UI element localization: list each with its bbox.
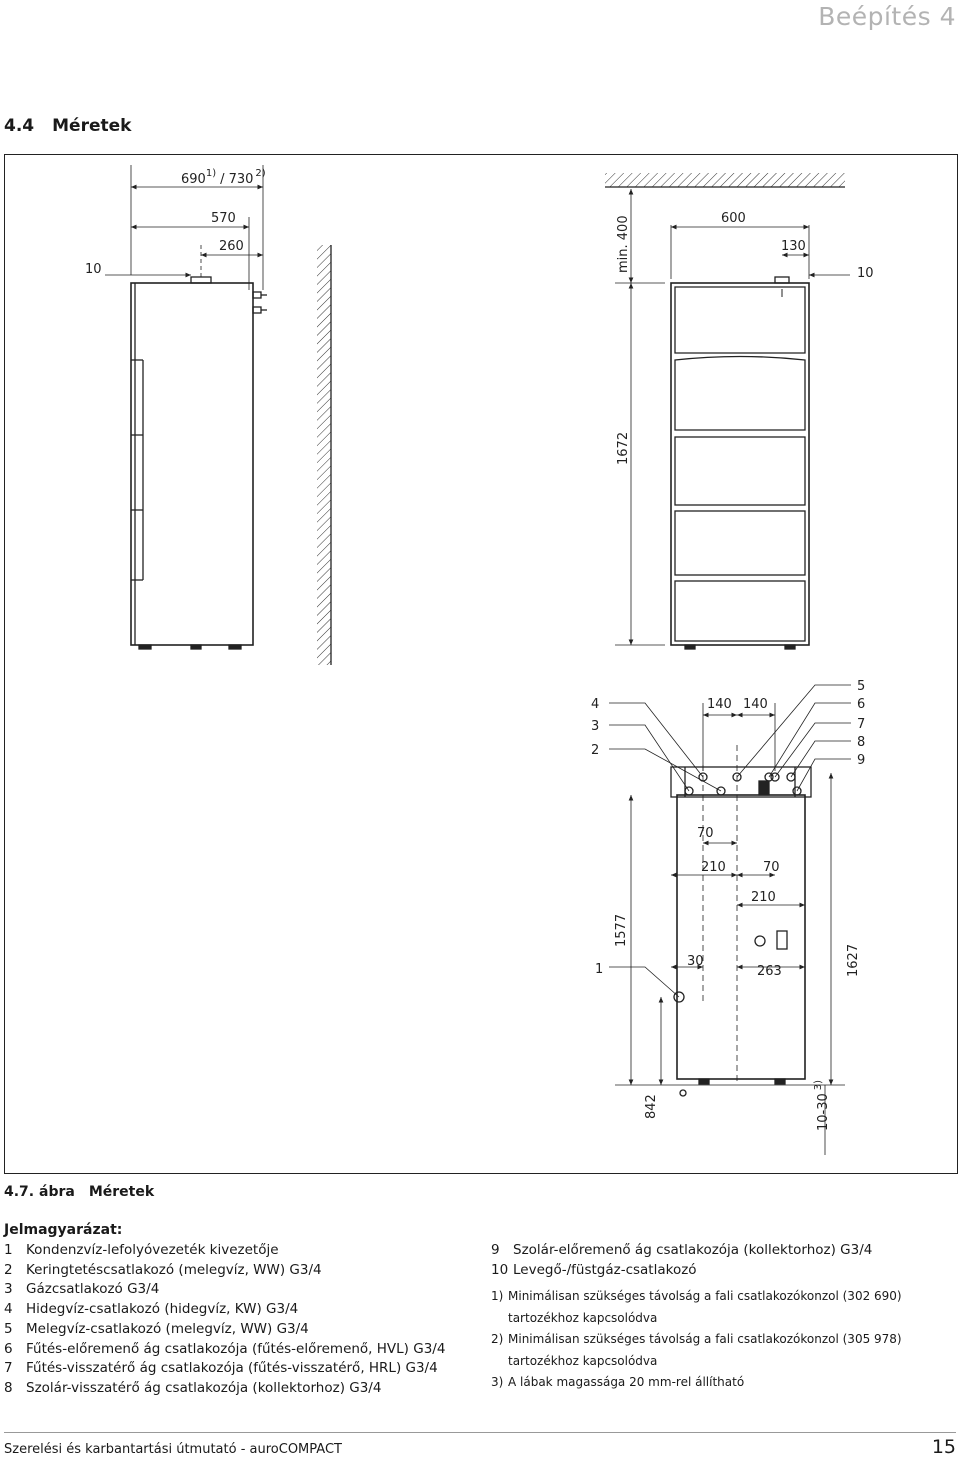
- footer-divider: [4, 1432, 956, 1433]
- footnote: 3) A lábak magassága 20 mm-rel állítható: [491, 1375, 745, 1390]
- front-view: [605, 173, 850, 649]
- legend-item: 1 Kondenzvíz-lefolyóvezeték kivezetője: [4, 1242, 279, 1258]
- footer-document-title: Szerelési és karbantartási útmutató - auroCOMPACT: [4, 1442, 342, 1457]
- legend-item: 3 Gázcsatlakozó G3/4: [4, 1281, 160, 1298]
- dim-top-width: 690$^{1)}$ / 730 $^{2)}$: [181, 168, 266, 187]
- page-number: 15: [931, 1436, 956, 1458]
- running-header: Beépítés 4: [818, 2, 956, 31]
- dim-legs: 10-30$^{3)}$: [813, 1079, 831, 1131]
- dim-70-a: 70: [697, 826, 714, 841]
- dim-10-right: 10: [857, 266, 874, 281]
- legend-item: 5 Melegvíz-csatlakozó (melegvíz, WW) G3/4: [4, 1320, 309, 1337]
- callout-3: 3: [591, 719, 600, 734]
- dim-263: 263: [757, 964, 782, 979]
- dim-1627: 1627: [846, 943, 861, 977]
- figure-caption-text: Méretek: [88, 1184, 155, 1200]
- dim-30: 30: [687, 954, 704, 969]
- legend-column-left: [4, 1241, 474, 1399]
- dim-570: 570: [211, 211, 236, 226]
- figure-caption: [4, 1184, 154, 1200]
- section-title: [4, 116, 131, 136]
- callout-4: 4: [591, 697, 600, 712]
- callout-5: 5: [857, 679, 866, 694]
- legend-item: 10 Levegő-/füstgáz-csatlakozó: [491, 1261, 697, 1278]
- legend-title: Jelmagyarázat:: [4, 1222, 123, 1238]
- dim-842: 842: [644, 1094, 659, 1119]
- dim-130: 130: [781, 239, 806, 254]
- callout-2: 2: [591, 743, 600, 758]
- side-body: [131, 283, 253, 645]
- legend-column-right: [491, 1241, 956, 1394]
- legend-item: 2 Keringtetéscsatlakozó (melegvíz, WW) G3/4: [4, 1261, 322, 1278]
- dim-140-b: 140: [743, 697, 768, 712]
- wall-hatch: [317, 245, 331, 665]
- dim-10-left: 10: [85, 262, 102, 277]
- side-view: [105, 165, 331, 665]
- dim-1672: 1672: [616, 431, 631, 465]
- figure-caption-number: 4.7. ábra: [4, 1184, 75, 1200]
- dim-min-400: min. 400: [616, 215, 631, 273]
- footnote-continuation: tartozékhoz kapcsolódva: [508, 1353, 658, 1368]
- legend-item: 4 Hidegvíz-csatlakozó (hidegvíz, KW) G3/4: [4, 1301, 299, 1318]
- callout-6: 6: [857, 697, 866, 712]
- figure-frame: [4, 154, 958, 1174]
- footnote: 1) Minimálisan szükséges távolság a fali csatlakozókonzol (302 690): [491, 1289, 902, 1304]
- dim-260: 260: [219, 239, 244, 254]
- footnote-continuation: tartozékhoz kapcsolódva: [508, 1310, 658, 1325]
- legend-item: 7 Fűtés-visszatérő ág csatlakozója (fűtés-visszatérő, HRL) G3/4: [4, 1360, 438, 1377]
- legend-item: 9 Szolár-előremenő ág csatlakozója (kollektorhoz) G3/4: [491, 1242, 873, 1258]
- callout-7: 7: [857, 717, 866, 732]
- callout-9: 9: [857, 753, 866, 768]
- callout-8: 8: [857, 735, 866, 750]
- dim-70-b: 70: [763, 860, 780, 875]
- dim-1577: 1577: [614, 913, 629, 947]
- dim-210-a: 210: [701, 860, 726, 875]
- callout-1: 1: [595, 962, 604, 977]
- legend-item: 8 Szolár-visszatérő ág csatlakozója (kollektorhoz) G3/4: [4, 1379, 382, 1396]
- dim-140-a: 140: [707, 697, 732, 712]
- footnote: 2) Minimálisan szükséges távolság a fali csatlakozókonzol (305 978): [491, 1332, 902, 1347]
- section-number: 4.4: [4, 116, 35, 136]
- section-title-text: Méretek: [52, 116, 132, 136]
- ceiling-hatch: [605, 173, 845, 187]
- dimension-drawing: [5, 155, 959, 1175]
- dim-210-b: 210: [751, 890, 776, 905]
- legend-item: 6 Fűtés-előremenő ág csatlakozója (fűtés-előremenő, HVL) G3/4: [4, 1340, 446, 1357]
- footnotes: [491, 1286, 956, 1394]
- front-body: [671, 283, 809, 645]
- dim-600: 600: [721, 211, 746, 226]
